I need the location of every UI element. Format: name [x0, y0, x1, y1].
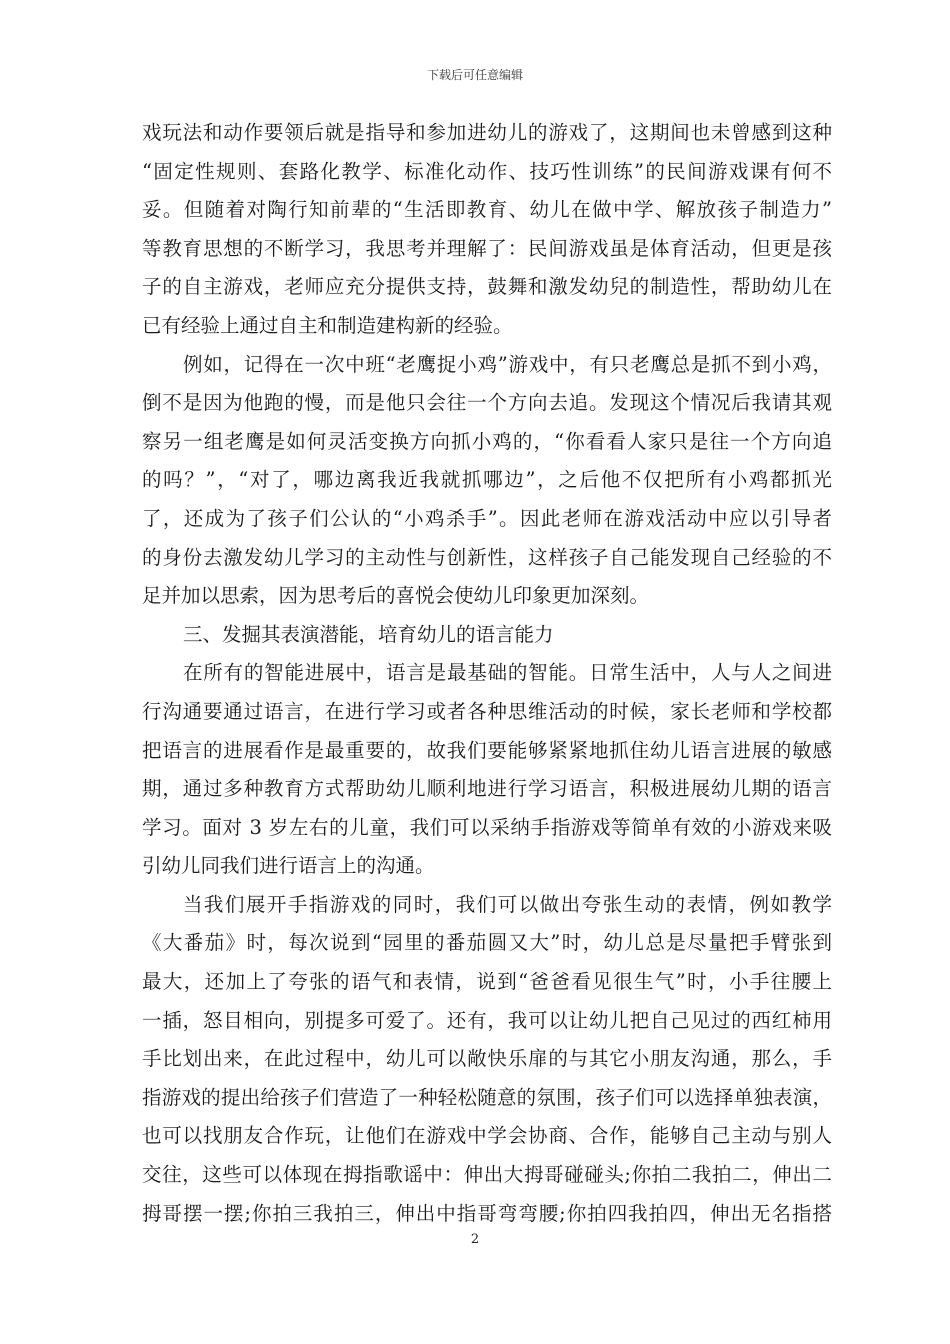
text-line: 也可以找朋友合作玩，让他们在游戏中学会协商、合作，能够自己主动与别人 [142, 1124, 832, 1148]
text-line: “固定性规则、套路化教学、标准化动作、技巧性训练”的民间游戏课有何不 [142, 159, 832, 183]
text-line: 《大番茄》时，每次说到“园里的番茄圆又大”时，幼儿总是尽量把手臂张到 [142, 931, 832, 955]
text-line: 倒不是因为他跑的慢，而是他只会往一个方向去追。发现这个情况后我请其观 [142, 391, 832, 415]
text-line: 最大，还加上了夸张的语气和表情，说到“爸爸看见很生气”时，小手往腰上 [142, 970, 832, 994]
document-body [142, 114, 832, 1233]
page-number: 2 [470, 1232, 480, 1247]
text-line: 手比划出来，在此过程中，幼儿可以敞快乐扉的与其它小朋友沟通，那么，手 [142, 1047, 832, 1071]
text-line: 的吗？”，“对了，哪边离我近我就抓哪边”，之后他不仅把所有小鸡都抓光 [142, 468, 832, 492]
text-line: 的身份去激发幼儿学习的主动性与创新性，这样孩子自己能发现自己经验的不 [142, 545, 832, 569]
text-line: 已有经验上通过自主和制造建构新的经验。 [142, 313, 513, 337]
text-line: 引幼儿同我们进行语言上的沟通。 [142, 854, 435, 878]
text-line: 拇哥摆一摆;你拍三我拍三，伸出中指哥弯弯腰;你拍四我拍四，伸出无名指搭 [142, 1201, 832, 1225]
text-line: 指游戏的提出给孩子们营造了一种轻松随意的氛围，孩子们可以选择单独表演， [142, 1085, 832, 1109]
text-line: 例如，记得在一次中班“老鹰捉小鸡”游戏中，有只老鹰总是抓不到小鸡， [182, 352, 832, 376]
text-line: 一插，怒目相向，别提多可爱了。还有，我可以让幼儿把自己见过的西红柿用 [142, 1008, 832, 1032]
text-line: 把语言的进展看作是最重要的，故我们要能够紧紧地抓住幼儿语言进展的敏感 [142, 738, 832, 762]
text-line: 足并加以思索，因为思考后的喜悦会使幼儿印象更加深刻。 [142, 584, 650, 608]
text-line: 学习。面对 3 岁左右的儿童，我们可以采纳手指游戏等简单有效的小游戏来吸 [142, 815, 832, 839]
text-line: 妥。但随着对陶行知前辈的“生活即教育、幼儿在做中学、解放孩子制造力” [142, 198, 832, 222]
text-line: 期，通过多种教育方式帮助幼儿顺利地进行学习语言，积极进展幼儿期的语言 [142, 777, 832, 801]
text-line: 等教育思想的不断学习，我思考并理解了：民间游戏虽是体育活动，但更是孩 [142, 236, 832, 260]
text-line: 了，还成为了孩子们公认的“小鸡杀手”。因此老师在游戏活动中应以引导者 [142, 506, 832, 530]
text-line: 察另一组老鹰是如何灵活变换方向抓小鸡的，“你看看人家只是往一个方向追 [142, 429, 832, 453]
text-line: 行沟通要通过语言，在进行学习或者各种思维活动的时候，家长老师和学校都 [142, 699, 832, 723]
text-line: 在所有的智能进展中，语言是最基础的智能。日常生活中，人与人之间进 [182, 661, 832, 685]
text-line: 三、发掘其表演潜能，培育幼儿的语言能力 [182, 622, 554, 646]
page-header: 下载后可任意编辑 [426, 68, 523, 82]
text-line: 当我们展开手指游戏的同时，我们可以做出夸张生动的表情，例如教学 [182, 892, 832, 916]
text-line: 子的自主游戏，老师应充分提供支持，鼓舞和激发幼兒的制造性，帮助幼儿在 [142, 275, 832, 299]
text-line: 交往，这些可以体现在拇指歌谣中：伸出大拇哥碰碰头;你拍二我拍二，伸出二 [142, 1163, 832, 1187]
text-line: 戏玩法和动作要领后就是指导和参加进幼儿的游戏了，这期间也未曾感到这种 [142, 121, 832, 144]
